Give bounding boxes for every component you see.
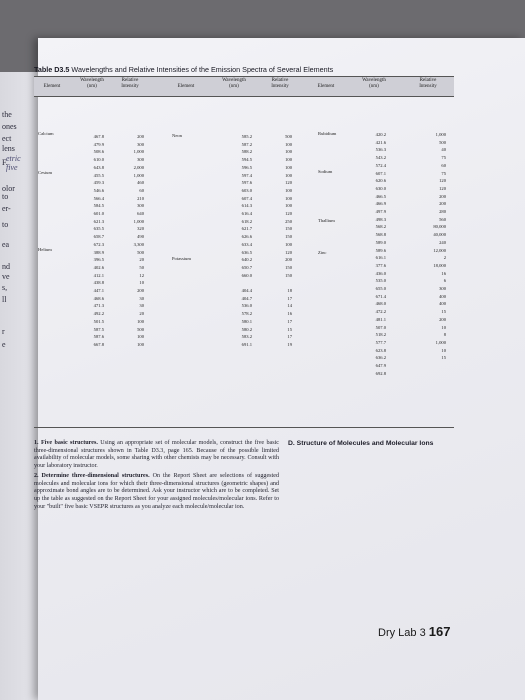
table-cell: 100 bbox=[137, 318, 144, 324]
table-cell: 150 bbox=[285, 264, 292, 270]
table-cell: 471.3 bbox=[93, 303, 104, 309]
table-cell: 580.2 bbox=[241, 326, 252, 332]
paragraph-2-text: On the Report Sheet are selections of suggested molecules and molecular ions for which their three-dimensional structures (geometric shapes) and approximate bond angles are to be determined. Ask your instructor which are to be completed. Set up the table as suggested on the Report Sheet for your assigned molecules/molecular ions. Refer to your "built" five basic VSEPR structures as you analyze each molecule/molecular ion. bbox=[34, 472, 279, 510]
table-cell: 460 bbox=[137, 180, 144, 186]
table-cell: 587.5 bbox=[93, 326, 104, 332]
element-name-cell bbox=[38, 153, 54, 161]
table-cell: 479.9 bbox=[93, 141, 104, 147]
margin-fragment: to bbox=[2, 192, 9, 201]
header-element-3: Element bbox=[317, 84, 335, 89]
margin-fragment: to bbox=[2, 220, 9, 229]
table-cell: 650.7 bbox=[241, 264, 252, 270]
block3-intensities bbox=[412, 131, 446, 362]
table-cell: 120 bbox=[285, 180, 292, 186]
table-cell: 577.7 bbox=[375, 339, 386, 345]
table-cell: 100 bbox=[285, 164, 292, 170]
block2-intensities bbox=[266, 133, 292, 349]
table-cell: 10 bbox=[139, 280, 144, 286]
table-cell: 100 bbox=[285, 149, 292, 155]
table-cell: 508.6 bbox=[93, 149, 104, 155]
header-relative-3: Relative Intensity bbox=[419, 78, 437, 89]
table-cell: 75 bbox=[441, 155, 446, 161]
table-cell: 40 bbox=[441, 147, 446, 153]
table-cell: 498.3 bbox=[375, 216, 386, 222]
table-cell: 100 bbox=[285, 141, 292, 147]
table-cell: 535.0 bbox=[375, 278, 386, 284]
element-name-cell bbox=[38, 145, 54, 153]
table-cell: 300 bbox=[137, 157, 144, 163]
paragraph-2-number: 2. bbox=[34, 472, 39, 479]
element-name-cell bbox=[38, 207, 54, 215]
table-cell: 404.4 bbox=[241, 288, 252, 294]
element-name-cell: Neon bbox=[172, 133, 182, 138]
table-cell: 210 bbox=[137, 195, 144, 201]
table-cell: 472.2 bbox=[375, 309, 386, 315]
table-cell: 589.0 bbox=[375, 239, 386, 245]
table-cell: 578.2 bbox=[241, 311, 252, 317]
block1-intensities bbox=[116, 133, 144, 349]
margin-fragment: s, bbox=[2, 283, 8, 292]
element-name-cell: Calcium bbox=[38, 131, 54, 136]
table-cell: 30 bbox=[139, 303, 144, 309]
table-cell: 8 bbox=[443, 332, 446, 338]
table-cell: 621.7 bbox=[241, 226, 252, 232]
table-cell: 671.4 bbox=[375, 293, 386, 299]
table-title bbox=[34, 65, 333, 74]
table-cell: 412.1 bbox=[93, 272, 104, 278]
header-wavelength-2: Wavelength (nm) bbox=[222, 78, 246, 89]
table-cell: 404.7 bbox=[241, 295, 252, 301]
table-cell: 10 bbox=[441, 347, 446, 353]
table-cell: 500 bbox=[137, 249, 144, 255]
table-cell: 568.2 bbox=[375, 224, 386, 230]
table-cell: 536.0 bbox=[241, 303, 252, 309]
table-cell: 466.9 bbox=[375, 201, 386, 207]
table-cell: 566.4 bbox=[93, 195, 104, 201]
header-relative-1: Relative Intensity bbox=[121, 78, 139, 89]
table-cell: 120 bbox=[439, 185, 446, 191]
table-title-text: Wavelengths and Relative Intensities of the Emission Spectra of Several Elements bbox=[71, 65, 334, 74]
block3-wavelengths bbox=[352, 131, 386, 378]
table-cell: 636.2 bbox=[375, 355, 386, 361]
table-cell: 623.8 bbox=[375, 347, 386, 353]
table-cell: 594.5 bbox=[241, 157, 252, 163]
table-cell: 580.1 bbox=[241, 318, 252, 324]
table-cell: 17 bbox=[287, 295, 292, 301]
table-cell: 630.0 bbox=[375, 185, 386, 191]
table-cell: 536.3 bbox=[375, 147, 386, 153]
table-cell: 396.5 bbox=[93, 257, 104, 263]
table-cell: 597.4 bbox=[241, 172, 252, 178]
table-cell: 19 bbox=[287, 341, 292, 347]
table-cell: 400 bbox=[439, 301, 446, 307]
table-cell: 300 bbox=[439, 286, 446, 292]
table-cell: 100 bbox=[285, 203, 292, 209]
element-name-cell bbox=[38, 192, 54, 200]
element-name-cell: Potassium bbox=[172, 256, 191, 262]
element-name-cell bbox=[38, 161, 54, 169]
paragraph-2-title: Determine three-dimensional structures. bbox=[41, 472, 150, 479]
table-cell: 626.6 bbox=[241, 234, 252, 240]
element-name-cell bbox=[38, 238, 54, 246]
table-cell: 568.8 bbox=[375, 232, 386, 238]
block2-elements bbox=[172, 133, 191, 262]
element-name-cell bbox=[38, 184, 54, 192]
table-cell: 16 bbox=[287, 311, 292, 317]
margin-fragment: the bbox=[2, 110, 12, 119]
table-cell: 40,000 bbox=[433, 232, 446, 238]
block1-wavelengths bbox=[70, 133, 104, 349]
table-cell: 320 bbox=[137, 226, 144, 232]
table-cell: 572.4 bbox=[375, 162, 386, 168]
table-cell: 596.5 bbox=[241, 164, 252, 170]
instructions-text bbox=[34, 440, 279, 513]
table-cell: 660.0 bbox=[241, 272, 252, 278]
table-cell: 1,000 bbox=[133, 218, 144, 224]
table-cell: 200 bbox=[137, 134, 144, 139]
table-cell: 15 bbox=[441, 355, 446, 361]
table-cell: 120 bbox=[285, 211, 292, 217]
table-cell: 1,000 bbox=[435, 132, 446, 137]
table-cell: 507.0 bbox=[375, 324, 386, 330]
table-cell: 616.4 bbox=[241, 211, 252, 217]
element-name-cell bbox=[38, 222, 54, 230]
table-cell: 616.1 bbox=[375, 255, 386, 261]
table-cell: 589.6 bbox=[375, 247, 386, 253]
table-cell: 100 bbox=[285, 241, 292, 247]
table-cell: 100 bbox=[137, 334, 144, 340]
table-cell: 633.4 bbox=[241, 241, 252, 247]
table-cell: 17 bbox=[287, 318, 292, 324]
page-footer bbox=[378, 624, 450, 639]
table-cell: 610.0 bbox=[93, 157, 104, 163]
table-cell: 543.2 bbox=[375, 155, 386, 161]
element-name-cell bbox=[38, 199, 54, 207]
table-cell: 15 bbox=[441, 309, 446, 315]
table-cell: 1,000 bbox=[435, 339, 446, 345]
page-number: 167 bbox=[428, 624, 451, 639]
table-cell: 691.1 bbox=[241, 341, 252, 347]
table-cell: 587.2 bbox=[241, 141, 252, 147]
element-name-cell: Helium bbox=[38, 246, 52, 252]
margin-fragment: lens bbox=[2, 144, 15, 153]
element-name-cell bbox=[38, 176, 54, 184]
table-cell: 584.5 bbox=[93, 203, 104, 209]
table-cell: 402.6 bbox=[93, 264, 104, 270]
table-title-label: Table D3.5 bbox=[34, 65, 70, 74]
table-cell: 12 bbox=[139, 272, 144, 278]
table-cell: 75 bbox=[441, 170, 446, 176]
table-cell bbox=[266, 279, 292, 287]
margin-fragment: ones bbox=[2, 122, 17, 131]
table-cell: 546.6 bbox=[93, 187, 104, 193]
table-cell: 100 bbox=[285, 187, 292, 193]
table-cell: 640 bbox=[137, 211, 144, 217]
table-cell: 150 bbox=[285, 272, 292, 278]
table-cell: 497.9 bbox=[375, 209, 386, 215]
table-cell: 618.2 bbox=[241, 218, 252, 224]
table-cell: 377.6 bbox=[375, 262, 386, 268]
table-cell: 12,000 bbox=[433, 247, 446, 253]
table-cell: 10 bbox=[441, 324, 446, 330]
table-cell: 583.2 bbox=[241, 334, 252, 340]
table-cell: 468.0 bbox=[375, 301, 386, 307]
table-cell: 60 bbox=[441, 162, 446, 168]
paragraph-1-title: Five basic structures. bbox=[40, 440, 98, 446]
element-name-cell: Zinc bbox=[318, 249, 327, 255]
table-cell: 100 bbox=[285, 195, 292, 201]
table-cell: 603.0 bbox=[241, 187, 252, 193]
element-name-cell bbox=[38, 215, 54, 223]
margin-fragment: ect bbox=[2, 134, 12, 143]
margin-fragment: nd bbox=[2, 262, 10, 271]
footer-label: Dry Lab 3 bbox=[378, 627, 426, 639]
element-name-cell bbox=[38, 230, 54, 238]
table-cell: 438.8 bbox=[93, 280, 104, 286]
table-cell bbox=[218, 279, 252, 287]
header-element-1: Element bbox=[43, 84, 61, 89]
table-cell: 200 bbox=[439, 316, 446, 322]
table-cell: 588.2 bbox=[241, 149, 252, 155]
table-cell: 240 bbox=[439, 239, 446, 245]
table-cell: 14 bbox=[287, 303, 292, 309]
element-name-cell: Rubidium bbox=[318, 131, 337, 136]
left-page-margin bbox=[0, 72, 38, 700]
table-cell: 560 bbox=[439, 216, 446, 222]
table-cell: 607.4 bbox=[241, 195, 252, 201]
table-cell: 15 bbox=[287, 326, 292, 332]
table-cell: 459.3 bbox=[93, 180, 104, 186]
table-bottom-rule bbox=[34, 427, 454, 428]
table-cell: 647.9 bbox=[375, 363, 386, 369]
element-name-cell: Sodium bbox=[318, 168, 333, 174]
table-cell: 420.2 bbox=[375, 132, 386, 137]
table-cell: 481.1 bbox=[375, 316, 386, 322]
block3-elements bbox=[318, 131, 336, 255]
table-cell: 468.6 bbox=[93, 295, 104, 301]
table-cell: 1,000 bbox=[133, 149, 144, 155]
table-cell: 100 bbox=[285, 172, 292, 178]
paragraph-1 bbox=[34, 440, 279, 471]
table-cell: 17 bbox=[287, 334, 292, 340]
table-cell: 585.2 bbox=[241, 134, 252, 139]
table-cell: 3,300 bbox=[133, 241, 144, 247]
table-cell: 60 bbox=[139, 187, 144, 193]
margin-fragment: r bbox=[2, 327, 5, 336]
table-cell: 2,000 bbox=[133, 164, 144, 170]
margin-fragment: olor bbox=[2, 184, 15, 193]
table-cell: 300 bbox=[137, 203, 144, 209]
table-cell: 200 bbox=[439, 193, 446, 199]
table-cell: 655.0 bbox=[375, 286, 386, 292]
table-cell: 18,000 bbox=[433, 262, 446, 268]
table-cell: 100 bbox=[285, 157, 292, 163]
table-cell: 16 bbox=[441, 270, 446, 276]
table-cell: 388.9 bbox=[93, 249, 104, 255]
table-header-rule bbox=[34, 96, 454, 97]
table-cell: 400 bbox=[439, 293, 446, 299]
table-cell: 421.6 bbox=[375, 139, 386, 145]
table-cell: 447.1 bbox=[93, 288, 104, 294]
table-cell: 601.0 bbox=[93, 211, 104, 217]
table-cell: 467.8 bbox=[93, 134, 104, 139]
margin-fragment: ea bbox=[2, 240, 10, 249]
margin-fragment: e bbox=[2, 340, 6, 349]
table-cell: 492.2 bbox=[93, 311, 104, 317]
table-cell: 518.2 bbox=[375, 332, 386, 338]
table-cell: 436.0 bbox=[375, 270, 386, 276]
header-element-2: Element bbox=[177, 84, 195, 89]
table-cell: 643.8 bbox=[93, 164, 104, 170]
paragraph-1-text: Using an appropriate set of molecular models, construct the five basic three-dimensional structures shown in Table D3.3, page 165. Because of the possible limited availability of molecular models, some sharing with other chemists may be necessary. Consult with your laboratory instructor. bbox=[34, 440, 280, 470]
margin-fragment: er- bbox=[2, 204, 11, 213]
table-cell: 300 bbox=[137, 141, 144, 147]
table-cell: 250 bbox=[285, 218, 292, 224]
corner-fragment: etric five bbox=[6, 154, 21, 172]
table-cell: 607.1 bbox=[375, 170, 386, 176]
table-cell: 280 bbox=[439, 209, 446, 215]
table-cell: 6 bbox=[443, 278, 446, 284]
table-cell: 635.5 bbox=[93, 226, 104, 232]
table-cell: 80,000 bbox=[433, 224, 446, 230]
element-name-cell bbox=[38, 138, 54, 146]
table-cell: 658.7 bbox=[93, 234, 104, 240]
header-relative-2: Relative Intensity bbox=[271, 78, 289, 89]
table-cell: 614.3 bbox=[241, 203, 252, 209]
table-cell: 501.5 bbox=[93, 318, 104, 324]
table-cell: 667.8 bbox=[93, 341, 104, 347]
table-cell: 150 bbox=[285, 234, 292, 240]
table-cell: 692.8 bbox=[375, 370, 386, 376]
section-heading: D. Structure of Molecules and Molecular Ions bbox=[288, 440, 434, 447]
element-name-cell: Cesium bbox=[38, 169, 53, 175]
table-cell: 50 bbox=[139, 264, 144, 270]
margin-fragment: F. bbox=[2, 158, 8, 167]
table-cell: 20 bbox=[139, 311, 144, 317]
margin-fragment: ve bbox=[2, 272, 10, 281]
table-cell: 120 bbox=[439, 178, 446, 184]
block2-wavelengths bbox=[218, 133, 252, 349]
table-cell: 200 bbox=[439, 201, 446, 207]
table-cell: 620.6 bbox=[375, 178, 386, 184]
element-name-cell: Thallium bbox=[318, 217, 335, 223]
table-cell: 120 bbox=[285, 249, 292, 255]
table-cell: 200 bbox=[285, 257, 292, 263]
table-cell: 466.5 bbox=[375, 193, 386, 199]
table-cell: 500 bbox=[285, 134, 292, 139]
table-cell: 500 bbox=[439, 139, 446, 145]
header-wavelength-1: Wavelength (nm) bbox=[80, 78, 104, 89]
table-cell: 100 bbox=[137, 341, 144, 347]
table-cell: 640.2 bbox=[241, 257, 252, 263]
header-wavelength-3: Wavelength (nm) bbox=[362, 78, 386, 89]
table-cell: 455.5 bbox=[93, 172, 104, 178]
table-cell: 500 bbox=[137, 326, 144, 332]
margin-fragment: ll bbox=[2, 295, 7, 304]
table-cell: 1,000 bbox=[133, 172, 144, 178]
paragraph-2 bbox=[34, 473, 279, 512]
table-cell: 597.6 bbox=[241, 180, 252, 186]
table-cell: 2 bbox=[443, 255, 446, 261]
table-cell: 636.5 bbox=[241, 249, 252, 255]
table-cell: 672.3 bbox=[93, 241, 104, 247]
paragraph-1-number: 1. bbox=[34, 440, 39, 446]
table-cell: 200 bbox=[137, 288, 144, 294]
table-cell: 30 bbox=[139, 295, 144, 301]
block1-elements bbox=[38, 130, 54, 253]
table-cell: 18 bbox=[287, 288, 292, 294]
table-top-rule bbox=[34, 76, 454, 77]
table-cell: 621.3 bbox=[93, 218, 104, 224]
table-cell: 150 bbox=[285, 226, 292, 232]
table-cell: 20 bbox=[139, 257, 144, 263]
table-cell: 587.6 bbox=[93, 334, 104, 340]
table-cell: 490 bbox=[137, 234, 144, 240]
